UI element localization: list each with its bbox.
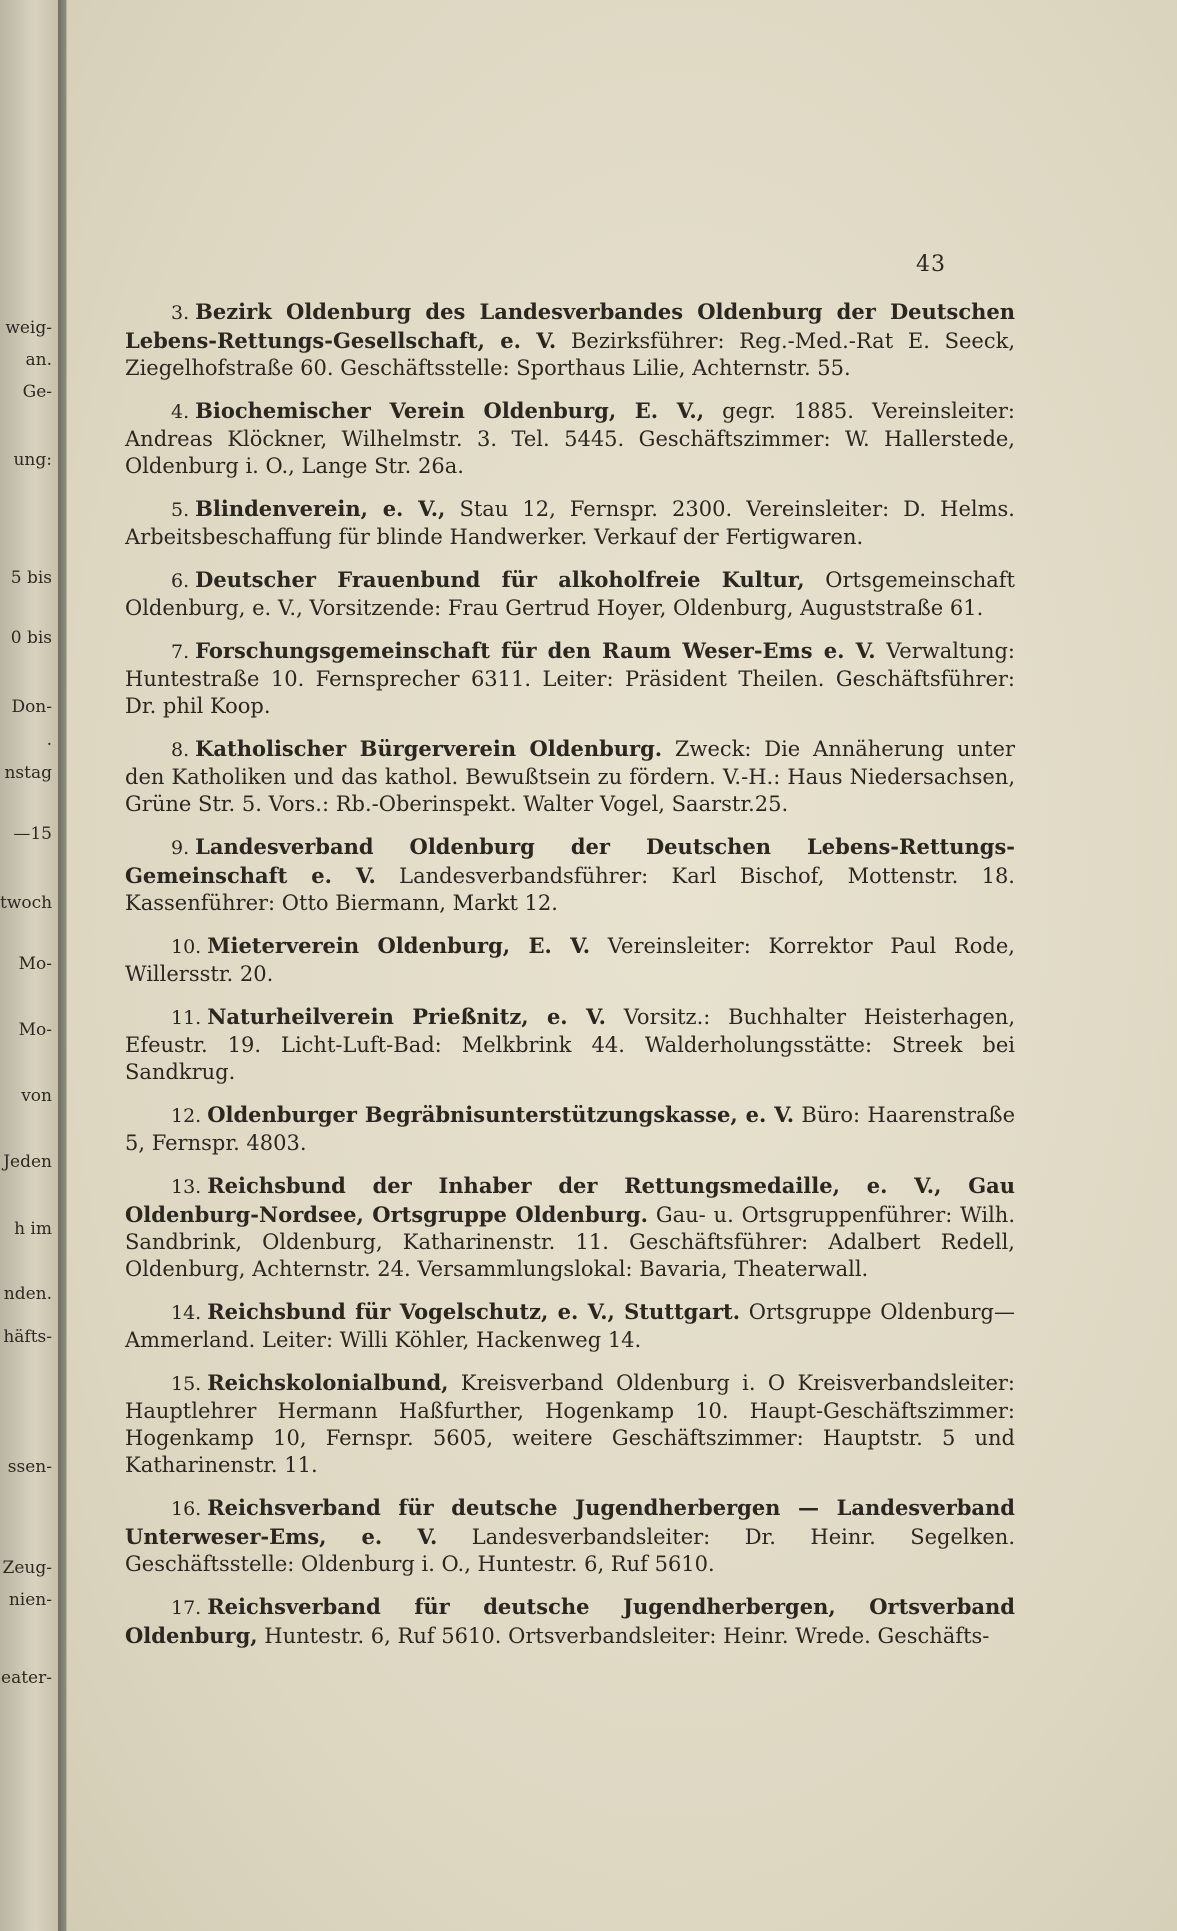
association-list <box>125 298 1015 1753</box>
entry-body: Stau 12, Fernspr. 2300. Vereinsleiter: D. Helms. Arbeitsbeschaffung für blinde Handwerker. Verkauf der Fertigwaren. <box>125 497 1015 549</box>
list-item <box>125 637 1015 720</box>
entry-number: 8. <box>171 739 190 761</box>
list-item <box>125 1709 1015 1738</box>
margin-fragment: häfts- <box>3 1327 52 1347</box>
entry-number: 13. <box>171 1176 202 1198</box>
list-item <box>125 932 1015 988</box>
entry-body: Gau- u. Ortsgruppenführer: Wilh. Sandbrink, Oldenburg, Katharinenstr. 11. Geschäftsführer: Adalbert Redell, Oldenburg, Achternstr. 24. Versammlungslokal: Bavaria, Theaterwall. <box>125 1203 1015 1281</box>
entry-body: Verwaltung: Huntestraße 10. Fernsprecher 6311. Leiter: Präsident Theilen. Geschäftsführer: Dr. phil Koop. <box>125 639 1015 718</box>
margin-fragment: 5 bis <box>10 568 52 588</box>
entry-number: 10. <box>171 936 202 958</box>
entry-number: 9. <box>171 837 190 859</box>
entry-heading: Reichsverband für deutsche Jugendherbergen — Landesverband Unterweser-Ems, e. V. <box>125 1495 1015 1549</box>
facing-page-edge <box>0 0 59 1931</box>
page-number: 43 <box>916 252 946 277</box>
margin-fragment: an. <box>25 350 52 370</box>
entry-body: Zweck: Die Annäherung unter den Katholiken und das kathol. Bewußtsein zu fördern. V.-H.: Haus Niedersachsen, Grüne Str. 5. Vors.: Rb.-Oberinspekt. Walter Vogel, Saarstr.25. <box>125 737 1015 816</box>
list-item <box>125 1369 1015 1479</box>
margin-fragment: —15 <box>13 824 52 844</box>
entry-body: Landesverbandsleiter: Dr. Heinr. Segelken. Geschäftsstelle: Oldenburg i. O., Huntestr. 6, Ruf 5610. <box>125 1525 1015 1576</box>
entry-heading: Mieterverein Oldenburg, E. V. <box>207 933 591 958</box>
margin-fragment: ssen- <box>7 1457 52 1477</box>
book-page <box>66 0 1177 1931</box>
margin-fragment: nstag <box>4 763 52 783</box>
entry-body: Büro: Haarenstraße 5, Fernspr. 4803. <box>125 1103 1015 1155</box>
entry-heading: Blindenverein, e. V., <box>195 496 446 521</box>
entry-number: 16. <box>171 1498 202 1520</box>
entry-number: 5. <box>171 499 190 521</box>
entry-heading: Deutscher Frauenbund für alkoholfreie Kultur, <box>195 567 805 592</box>
list-item <box>125 1172 1015 1283</box>
margin-fragment: eater- <box>1 1668 52 1688</box>
list-item <box>125 735 1015 818</box>
entry-number: 14. <box>171 1302 202 1324</box>
entry-body: Huntestr. 6, Ruf 5610. Ortsverbandsleiter: Heinr. Wrede. Geschäfts- <box>264 1624 990 1648</box>
list-item <box>125 566 1015 622</box>
list-item <box>125 1494 1015 1578</box>
entry-number: 7. <box>171 641 190 663</box>
list-item <box>125 1003 1015 1086</box>
entry-heading: Reichsbund der Inhaber der Rettungsmedaille, e. V., Gau Oldenburg-Nordsee, Ortsgruppe Oldenburg. <box>125 1173 1015 1227</box>
entry-heading: Bezirk Oldenburg des Landesverbandes Oldenburg der Deutschen Lebens-Rettungs-Gesellschaft, e. V. <box>125 299 1015 353</box>
book-gutter <box>58 0 66 1931</box>
list-item <box>125 1101 1015 1157</box>
list-item <box>125 833 1015 917</box>
margin-fragment: Don- <box>11 697 52 717</box>
margin-fragment: Zeug- <box>2 1558 52 1578</box>
entry-number: 3. <box>171 302 190 324</box>
list-item <box>125 397 1015 480</box>
entry-body: Ortsgemeinschaft Oldenburg, e. V., Vorsitzende: Frau Gertrud Hoyer, Oldenburg, Auguststraße 61. <box>125 568 1015 620</box>
margin-fragment: Mo- <box>18 1020 52 1040</box>
margin-fragment: . <box>46 730 52 750</box>
margin-fragment: twoch <box>0 893 52 913</box>
entry-body: gegr. 1885. Vereinsleiter: Andreas Klöckner, Wilhelmstr. 3. Tel. 5445. Geschäftszimmer: W. Hallerstede, Oldenburg i. O., Lange Str. 26a. <box>125 399 1015 478</box>
margin-fragment: von <box>21 1086 52 1106</box>
margin-fragment: 0 bis <box>10 628 52 648</box>
entry-body: Kreisverband Oldenburg i. O Kreisverbandsleiter: Hauptlehrer Hermann Haßfurther, Hogenkamp 10. Haupt-Geschäftszimmer: Hogenkamp 10, Fernspr. 5605, weitere Geschäftszimmer: Hauptstr. 5 und Katharinenstr. 11. <box>125 1371 1015 1477</box>
entry-number: 6. <box>171 570 190 592</box>
list-item <box>125 1665 1015 1694</box>
entry-number: 12. <box>171 1105 202 1127</box>
margin-fragment: nden. <box>3 1284 52 1304</box>
entry-body: Ortsgruppe Oldenburg—Ammerland. Leiter: Willi Köhler, Hackenweg 14. <box>125 1300 1015 1352</box>
margin-fragment: weig- <box>5 318 52 338</box>
entry-heading: Oldenburger Begräbnisunterstützungskasse, e. V. <box>207 1102 795 1127</box>
entry-body: Landesverbandsführer: Karl Bischof, Mottenstr. 18. Kassenführer: Otto Biermann, Markt 12. <box>125 864 1015 915</box>
entry-heading: Reichsverband für deutsche Jugendherbergen, Ortsverband Oldenburg, <box>125 1594 1015 1648</box>
entry-number: 17. <box>171 1597 202 1619</box>
entry-number: 11. <box>171 1007 202 1029</box>
margin-fragment: ung: <box>13 450 52 470</box>
entry-heading: Naturheilverein Prießnitz, e. V. <box>207 1004 606 1029</box>
entry-heading: Katholischer Bürgerverein Oldenburg. <box>195 736 663 761</box>
entry-heading: Biochemischer Verein Oldenburg, E. V., <box>195 398 705 423</box>
margin-fragment: Ge- <box>22 382 52 402</box>
list-item <box>125 1298 1015 1354</box>
list-item <box>125 1593 1015 1650</box>
entry-heading: Landesverband Oldenburg der Deutschen Lebens-Rettungs-Gemeinschaft e. V. <box>125 834 1015 888</box>
list-item <box>125 298 1015 382</box>
entry-heading: Reichsbund für Vogelschutz, e. V., Stuttgart. <box>207 1299 741 1324</box>
list-item <box>125 495 1015 551</box>
entry-heading: Reichskolonialbund, <box>207 1370 449 1395</box>
margin-fragment: Mo- <box>18 954 52 974</box>
margin-fragment: nien- <box>8 1590 52 1610</box>
entry-body: Bezirksführer: Reg.-Med.-Rat E. Seeck, Ziegelhofstraße 60. Geschäftsstelle: Sporthaus Lilie, Achternstr. 55. <box>125 329 1015 380</box>
entry-number: 15. <box>171 1373 202 1395</box>
margin-fragment: Jeden <box>3 1152 52 1172</box>
entry-number: 4. <box>171 401 190 423</box>
margin-fragment: h im <box>14 1219 52 1239</box>
entry-heading: Forschungsgemeinschaft für den Raum Weser-Ems e. V. <box>195 638 876 663</box>
entry-body: Vorsitz.: Buchhalter Heisterhagen, Efeustr. 19. Licht-Luft-Bad: Melkbrink 44. Walderholungsstätte: Streek bei Sandkrug. <box>125 1005 1015 1084</box>
entry-body: Vereinsleiter: Korrektor Paul Rode, Willersstr. 20. <box>125 934 1015 986</box>
